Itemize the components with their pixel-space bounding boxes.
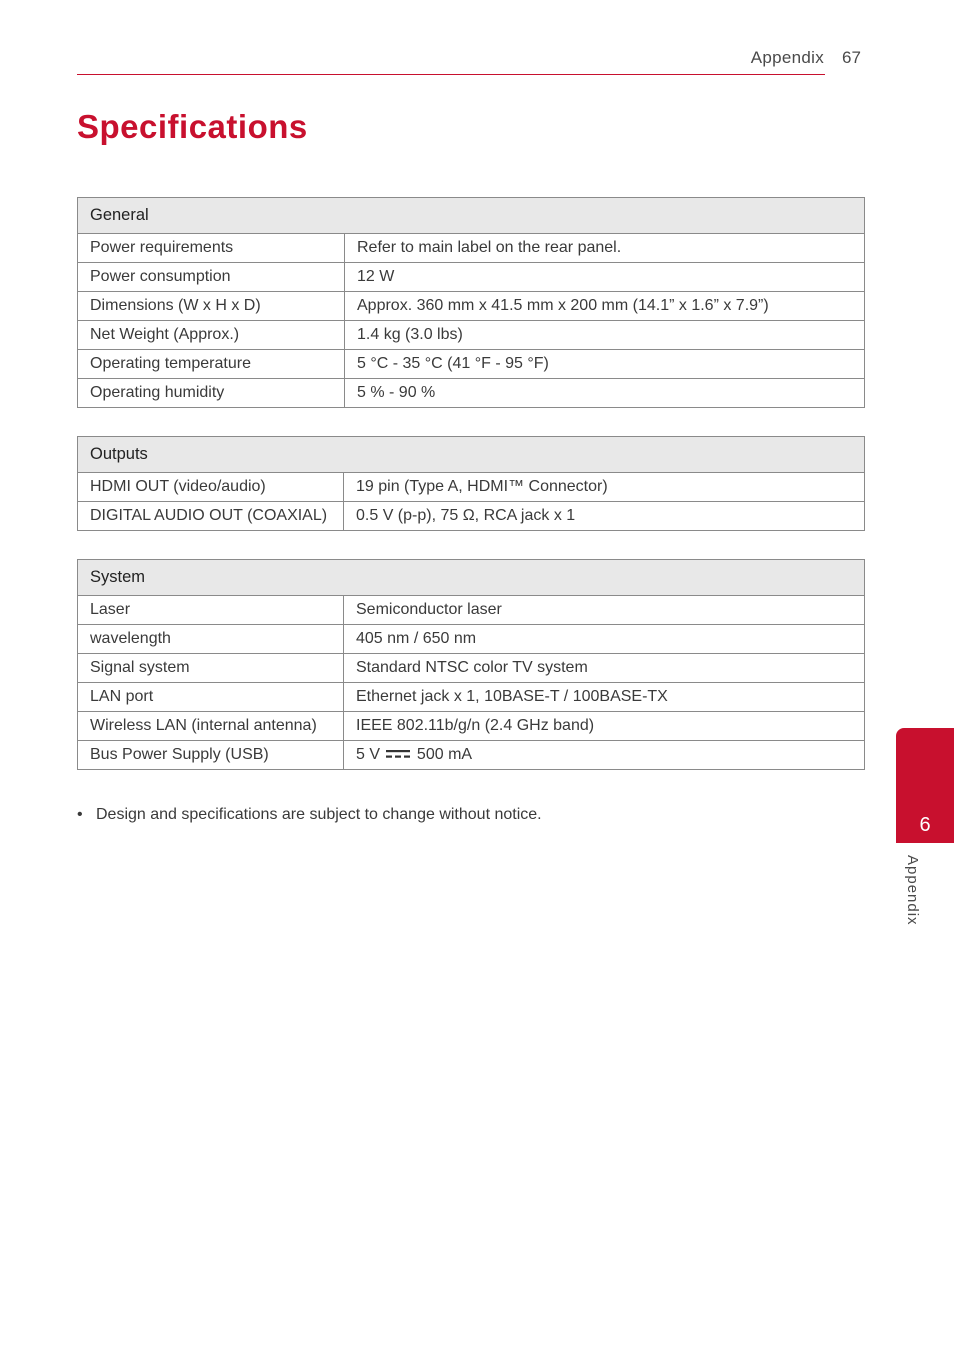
table-header-row: [78, 198, 865, 234]
spec-label: Net Weight (Approx.): [78, 321, 345, 350]
spec-value: Refer to main label on the rear panel.: [345, 234, 865, 263]
table-row: [78, 741, 865, 770]
outputs-spec-table: [77, 436, 865, 531]
spec-label: Operating humidity: [78, 379, 345, 408]
spec-value: 0.5 V (p-p), 75 Ω, RCA jack x 1: [344, 502, 865, 531]
spec-value: IEEE 802.11b/g/n (2.4 GHz band): [344, 712, 865, 741]
header-section-label: Appendix: [750, 48, 824, 67]
table-row: [78, 625, 865, 654]
spec-value: Approx. 360 mm x 41.5 mm x 200 mm (14.1” x 1.6” x 7.9”): [345, 292, 865, 321]
spec-value: Ethernet jack x 1, 10BASE-T / 100BASE-TX: [344, 683, 865, 712]
general-heading: General: [78, 198, 865, 234]
spec-value: Semiconductor laser: [344, 596, 865, 625]
spec-value: 19 pin (Type A, HDMI™ Connector): [344, 473, 865, 502]
spec-value: 1.4 kg (3.0 lbs): [345, 321, 865, 350]
spec-label: Bus Power Supply (USB): [78, 741, 344, 770]
spec-value: [344, 741, 865, 770]
spec-label: Wireless LAN (internal antenna): [78, 712, 344, 741]
spec-value: 12 W: [345, 263, 865, 292]
bullet-icon: •: [77, 806, 83, 823]
spec-label: Operating temperature: [78, 350, 345, 379]
table-row: [78, 596, 865, 625]
page-number: 67: [842, 48, 861, 67]
table-header-row: [78, 560, 865, 596]
general-spec-table: [77, 197, 865, 408]
table-row: [78, 263, 865, 292]
table-row: [78, 292, 865, 321]
table-row: [78, 502, 865, 531]
spec-label: LAN port: [78, 683, 344, 712]
chapter-label: Appendix: [904, 855, 921, 926]
table-row: [78, 379, 865, 408]
spec-label: Dimensions (W x H x D): [78, 292, 345, 321]
footnote-text: Design and specifications are subject to change without notice.: [96, 806, 542, 823]
table-header-row: [78, 437, 865, 473]
spec-value: Standard NTSC color TV system: [344, 654, 865, 683]
system-spec-table: [77, 559, 865, 770]
chapter-tab: [896, 728, 954, 843]
spec-label: wavelength: [78, 625, 344, 654]
spec-label: Power consumption: [78, 263, 345, 292]
spec-label: Power requirements: [78, 234, 345, 263]
voltage-value: 5 V: [356, 746, 381, 763]
table-row: [78, 712, 865, 741]
table-row: [78, 321, 865, 350]
footnote: [77, 806, 542, 824]
spec-value: 5 % - 90 %: [345, 379, 865, 408]
spec-value: 5 °C - 35 °C (41 °F - 95 °F): [345, 350, 865, 379]
table-row: [78, 350, 865, 379]
header-divider: [77, 74, 825, 75]
table-row: [78, 683, 865, 712]
table-row: [78, 654, 865, 683]
spec-label: Laser: [78, 596, 344, 625]
spec-label: HDMI OUT (video/audio): [78, 473, 344, 502]
chapter-number: 6: [919, 814, 931, 836]
dc-current-icon: [386, 749, 410, 759]
page-title: Specifications: [77, 108, 308, 145]
spec-value: 405 nm / 650 nm: [344, 625, 865, 654]
table-row: [78, 473, 865, 502]
spec-label: Signal system: [78, 654, 344, 683]
spec-label: DIGITAL AUDIO OUT (COAXIAL): [78, 502, 344, 531]
current-value: 500 mA: [416, 746, 473, 763]
outputs-heading: Outputs: [78, 437, 865, 473]
system-heading: System: [78, 560, 865, 596]
table-row: [78, 234, 865, 263]
